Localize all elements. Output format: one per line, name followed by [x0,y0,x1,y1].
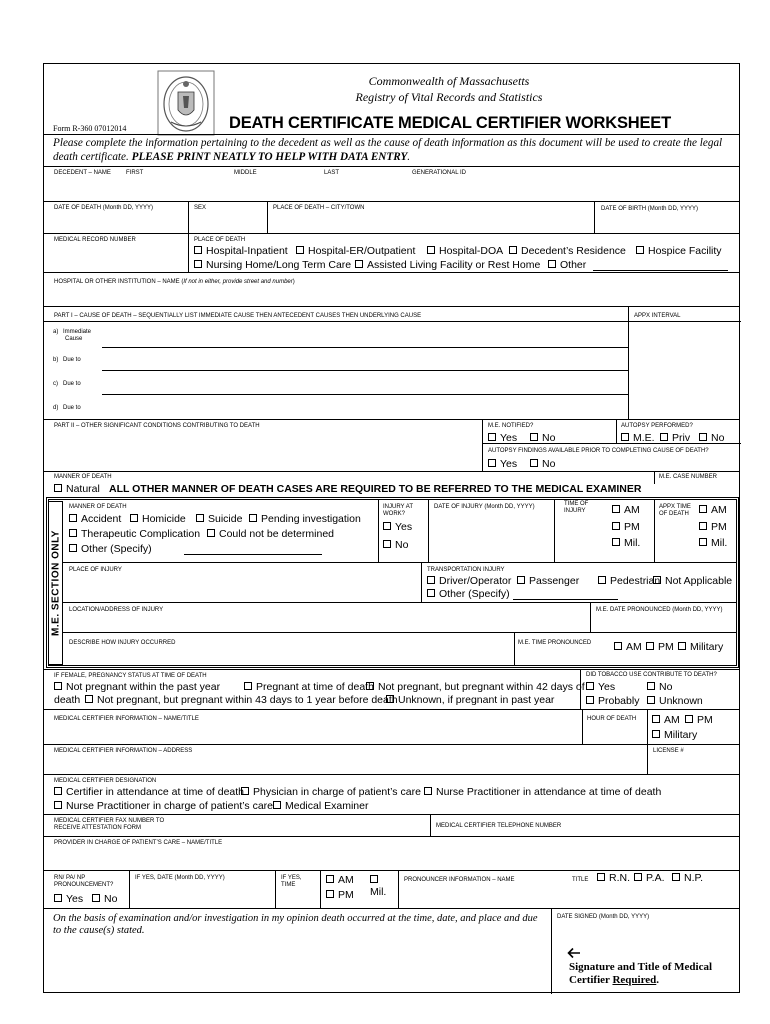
checkbox-icon [530,433,538,441]
decedent-name-field[interactable] [45,178,740,200]
signature-area[interactable] [552,924,740,946]
checkbox-icon [196,514,204,522]
checkbox-icon [130,514,138,522]
rn-pronouncement-label-2: PRONOUNCEMENT? [54,882,114,888]
appx-time-label: APPX TIME OF DEATH [659,504,691,517]
checkbox-icon [296,246,304,254]
place-of-injury-label: PLACE OF INJURY [69,567,122,573]
checkbox-icon [366,682,374,690]
checkbox-icon [634,873,642,881]
certifier-address-label: MEDICAL CERTIFIER INFORMATION – ADDRESS [54,748,193,754]
hour-pm[interactable]: PM [685,714,713,727]
injury-at-work-label: INJURY AT WORK? [383,504,413,517]
if-yes-time-label-2: TIME [281,882,296,888]
checkbox-icon [636,246,644,254]
checkbox-icon [355,260,363,268]
checkbox-icon [699,505,707,513]
transport-pedestrian[interactable]: Pedestrian [598,575,660,588]
cause-c-label: Due to [63,381,81,387]
checkbox-icon [427,246,435,254]
pregnancy-not-past-year[interactable]: Not pregnant within the past year [54,681,220,694]
checkbox-icon [326,890,334,898]
checkbox-icon [326,875,334,883]
place-hospital-doa[interactable]: Hospital-DOA [427,245,503,258]
title-rn[interactable]: R.N. [597,872,630,885]
checkbox-icon [424,787,432,795]
place-hospice[interactable]: Hospice Facility [636,245,722,258]
provider-label: PROVIDER IN CHARGE OF PATIENT’S CARE – NAME/TITLE [54,840,223,846]
pregnancy-unknown[interactable]: Unknown, if pregnant in past year [386,694,554,707]
me-manner-therapeutic[interactable]: Therapeutic Complication [69,528,200,541]
institution-field[interactable] [45,287,740,305]
transport-other[interactable]: Other (Specify) [427,588,510,601]
pregnancy-death-word: death [54,694,81,706]
checkbox-icon [647,696,655,704]
rn-pronouncement-label: RN/ PA/ NP [54,875,86,881]
time-of-injury-label: TIME OF INJURY [564,501,589,514]
date-of-birth-label: DATE OF BIRTH (Month DD, YYYY) [601,206,699,212]
fax-label: MEDICAL CERTIFIER FAX NUMBER TO [54,818,165,824]
me-pronounced-am[interactable]: AM [614,641,642,654]
checkbox-icon [517,576,525,584]
place-assisted-living[interactable]: Assisted Living Facility or Rest Home [355,259,540,272]
me-manner-label: MANNER OF DEATH [69,504,127,510]
first-name-label: FIRST [126,170,144,176]
place-city-label: PLACE OF DEATH – CITY/TOWN [273,205,365,211]
me-date-pronounced-label: M.E. DATE PRONOUNCED (Month DD, YYYY) [596,607,723,613]
tobacco-probably[interactable]: Probably [586,695,639,708]
me-manner-homicide[interactable]: Homicide [130,513,186,526]
date-of-death-label: DATE OF DEATH (Month DD, YYYY) [54,205,154,211]
checkbox-icon [54,787,62,795]
me-manner-suicide[interactable]: Suicide [196,513,242,526]
checkbox-icon [646,642,654,650]
tobacco-unknown[interactable]: Unknown [647,695,703,708]
cause-b-label: Due to [63,357,81,363]
checkbox-icon [386,695,394,703]
checkbox-icon [273,801,281,809]
state-seal-icon [157,70,215,136]
sex-label: SEX [194,205,207,211]
checkbox-icon [194,260,202,268]
findings-yes[interactable]: Yes [488,458,517,471]
checkbox-icon [586,696,594,704]
checkbox-icon [54,801,62,809]
checkbox-icon [612,538,620,546]
me-time-pronounced-label: M.E. TIME PRONOUNCED [518,640,592,646]
checkbox-icon [598,576,606,584]
checkbox-icon [685,715,693,723]
checkbox-icon [652,730,660,738]
manner-natural[interactable]: Natural [54,483,100,496]
checkbox-icon [612,505,620,513]
me-manner-accident[interactable]: Accident [69,513,121,526]
pregnancy-label: IF FEMALE, PREGNANCY STATUS AT TIME OF DEATH [54,673,207,679]
checkbox-icon [370,875,378,883]
checkbox-icon [652,715,660,723]
cause-c-field[interactable] [102,374,626,393]
checkbox-icon [85,695,93,703]
form-title: DEATH CERTIFICATE MEDICAL CERTIFIER WORKSHEET [229,114,671,132]
middle-name-label: MIDDLE [234,170,257,176]
hour-am[interactable]: AM [652,714,680,727]
checkbox-icon [69,529,77,537]
checkbox-icon [207,529,215,537]
findings-no[interactable]: No [530,458,555,471]
death-time-mil[interactable]: Mil. [699,537,727,550]
cause-a-marker: a) [53,329,59,335]
injury-time-mil[interactable]: Mil. [612,537,640,550]
me-manner-pending[interactable]: Pending investigation [249,513,361,526]
cause-b-field[interactable] [102,350,626,369]
autopsy-findings-label: AUTOPSY FINDINGS AVAILABLE PRIOR TO COMPLETING CAUSE OF DEATH? [488,448,709,454]
certifier-name-label: MEDICAL CERTIFIER INFORMATION – NAME/TITLE [54,716,199,722]
checkbox-icon [383,522,391,530]
transport-passenger[interactable]: Passenger [517,575,579,588]
pronounce-am[interactable]: AM [326,874,354,887]
fax-label-2: RECEIVE ATTESTATION FORM [54,825,142,831]
checkbox-icon [678,642,686,650]
death-time-pm[interactable]: PM [699,521,727,534]
checkbox-icon [488,459,496,467]
cause-b-marker: b) [53,357,59,363]
injury-at-work-yes[interactable]: Yes [383,521,412,534]
checkbox-icon [92,894,100,902]
pregnancy-43-days-1-year[interactable]: Not pregnant, but pregnant within 43 days to 1 year before death [85,694,398,707]
checkbox-icon [699,522,707,530]
pregnancy-at-death[interactable]: Pregnant at time of death [244,681,374,694]
autopsy-me[interactable]: M.E. [621,432,655,445]
death-time-am[interactable]: AM [699,504,727,517]
checkbox-icon [699,538,707,546]
autopsy-no[interactable]: No [699,432,724,445]
checkbox-icon [54,894,62,902]
checkbox-icon [194,246,202,254]
cause-d-marker: d) [53,405,59,411]
checkbox-icon [548,260,556,268]
checkbox-icon [488,433,496,441]
appx-interval-label: APPX INTERVAL [634,313,681,319]
title-np[interactable]: N.P. [672,872,703,885]
autopsy-label: AUTOPSY PERFORMED? [621,423,693,429]
pronouncer-name-label: PRONOUNCER INFORMATION – NAME [404,877,515,883]
checkbox-icon [530,459,538,467]
checkbox-icon [54,484,62,492]
checkbox-icon [69,544,77,552]
cause-a-label: Immediate [63,329,92,335]
pronouncement-yes[interactable]: Yes [54,893,83,906]
checkbox-icon [241,787,249,795]
date-of-injury-label: DATE OF INJURY (Month DD, YYYY) [434,504,535,510]
checkbox-icon [597,873,605,881]
part-1-label: PART I – CAUSE OF DEATH – SEQUENTIALLY LIST IMMEDIATE CAUSE THEN ANTECEDENT CAUSES THEN UNDERLYING CAUSE [54,313,422,319]
part-2-label: PART II – OTHER SIGNIFICANT CONDITIONS CONTRIBUTING TO DEATH [54,423,260,429]
checkbox-icon [699,433,707,441]
place-residence[interactable]: Decedent’s Residence [509,245,626,258]
checkbox-icon [660,433,668,441]
checkbox-icon [383,540,391,548]
me-notified-yes[interactable]: Yes [488,432,517,445]
attestation-statement: On the basis of examination and/or investigation in my opinion death occurred at the time, date, and place and due to the cause(s) stated. [53,913,538,936]
place-hospital-er[interactable]: Hospital-ER/Outpatient [296,245,415,258]
transport-driver[interactable]: Driver/Operator [427,575,511,588]
checkbox-icon [612,522,620,530]
designation-physician-in-charge[interactable]: Physician in charge of patient’s care [241,786,421,799]
institution-label: HOSPITAL OR OTHER INSTITUTION – NAME (If not in either, provide street and number) [54,279,295,285]
mrn-label: MEDICAL RECORD NUMBER [54,237,136,243]
title-pa[interactable]: P.A. [634,872,665,885]
autopsy-priv[interactable]: Priv [660,432,690,445]
checkbox-icon [647,682,655,690]
injury-time-am[interactable]: AM [612,504,640,517]
cause-d-field[interactable] [102,398,626,417]
checkbox-icon [244,682,252,690]
injury-time-pm[interactable]: PM [612,521,640,534]
me-pronounced-pm[interactable]: PM [646,641,674,654]
designation-certifier-attendance[interactable]: Certifier in attendance at time of death [54,786,244,799]
place-nursing-home[interactable]: Nursing Home/Long Term Care [194,259,351,272]
pregnancy-within-42-days[interactable]: Not pregnant, but pregnant within 42 days of [366,681,585,694]
cause-c-marker: c) [53,381,58,387]
transport-not-applicable[interactable]: Not Applicable [653,575,732,588]
agency-line-2: Registry of Vital Records and Statistics [355,90,543,104]
signature-label: Signature and Title of Medical Certifier Required. [569,961,713,986]
cause-a-field[interactable] [102,326,626,346]
designation-np-in-charge[interactable]: Nurse Practitioner in charge of patient’s care [54,800,273,813]
last-name-label: LAST [324,170,340,176]
checkbox-icon [427,589,435,597]
place-other[interactable]: Other [548,259,586,272]
me-notified-no[interactable]: No [530,432,555,445]
if-yes-date-label: IF YES, DATE (Month DD, YYYY) [135,875,225,881]
describe-injury-label: DESCRIBE HOW INJURY OCCURRED [69,640,176,646]
phone-label: MEDICAL CERTIFIER TELEPHONE NUMBER [436,823,562,829]
pronounce-mil-label: Mil. [370,886,387,898]
checkbox-icon [614,642,622,650]
agency-line-1: Commonwealth of Massachusetts [368,74,530,88]
checkbox-icon [249,514,257,522]
cause-a-label-2: Cause [65,336,83,342]
checkbox-icon [427,576,435,584]
designation-label: MEDICAL CERTIFIER DESIGNATION [54,778,157,784]
license-label: LICENSE # [653,748,684,754]
checkbox-icon [586,682,594,690]
worksheet-page [43,63,740,993]
generational-id-label: GENERATIONAL ID [412,170,467,176]
referral-notice: ALL OTHER MANNER OF DEATH CASES ARE REQUIRED TO BE REFERRED TO THE MEDICAL EXAMINER [109,483,642,495]
cause-d-label: Due to [63,405,81,411]
injury-at-work-no[interactable]: No [383,539,408,552]
checkbox-icon [509,246,517,254]
form-number: Form R-360 07012014 [53,124,127,133]
designation-np-attendance[interactable]: Nurse Practitioner in attendance at time of death [424,786,661,799]
hour-of-death-label: HOUR OF DEATH [587,716,637,722]
checkbox-icon [653,576,661,584]
designation-medical-examiner[interactable]: Medical Examiner [273,800,368,813]
location-label: LOCATION/ADDRESS OF INJURY [69,607,164,613]
pronounce-pm[interactable]: PM [326,889,354,902]
checkbox-icon [69,514,77,522]
me-manner-undetermined[interactable]: Could not be determined [207,528,334,541]
checkbox-icon [621,433,629,441]
if-yes-time-label: IF YES, [281,875,302,881]
tobacco-no[interactable]: No [647,681,672,694]
instructions: Please complete the information pertaining to the decedent as well as the cause of death information as this document will be used to create the legal death certificate. PLEASE PRINT NEATLY TO HELP WITH DATA ENTRY. [53,137,723,163]
transportation-label: TRANSPORTATION INJURY [427,567,505,573]
pronouncement-no[interactable]: No [92,893,117,906]
place-of-death-label: PLACE OF DEATH [194,237,246,243]
checkbox-icon [54,682,62,690]
tobacco-yes[interactable]: Yes [586,681,615,694]
checkbox-icon [672,873,680,881]
place-hospital-inpatient[interactable]: Hospital-Inpatient [194,245,288,258]
me-manner-other[interactable]: Other (Specify) [69,543,152,556]
title-label: TITLE [572,877,589,883]
me-pronounced-military[interactable]: Military [678,641,723,654]
me-section-side-label: M.E. SECTION ONLY [48,501,63,665]
manner-label: MANNER OF DEATH [54,474,112,480]
me-notified-label: M.E. NOTIFIED? [488,423,534,429]
hour-military[interactable]: Military [652,729,697,742]
decedent-name-label: DECEDENT – NAME [54,170,111,176]
date-signed-label: DATE SIGNED (Month DD, YYYY) [557,914,650,920]
tobacco-label: DID TOBACCO USE CONTRIBUTE TO DEATH? [586,672,717,678]
me-case-number-label: M.E. CASE NUMBER [659,474,718,480]
